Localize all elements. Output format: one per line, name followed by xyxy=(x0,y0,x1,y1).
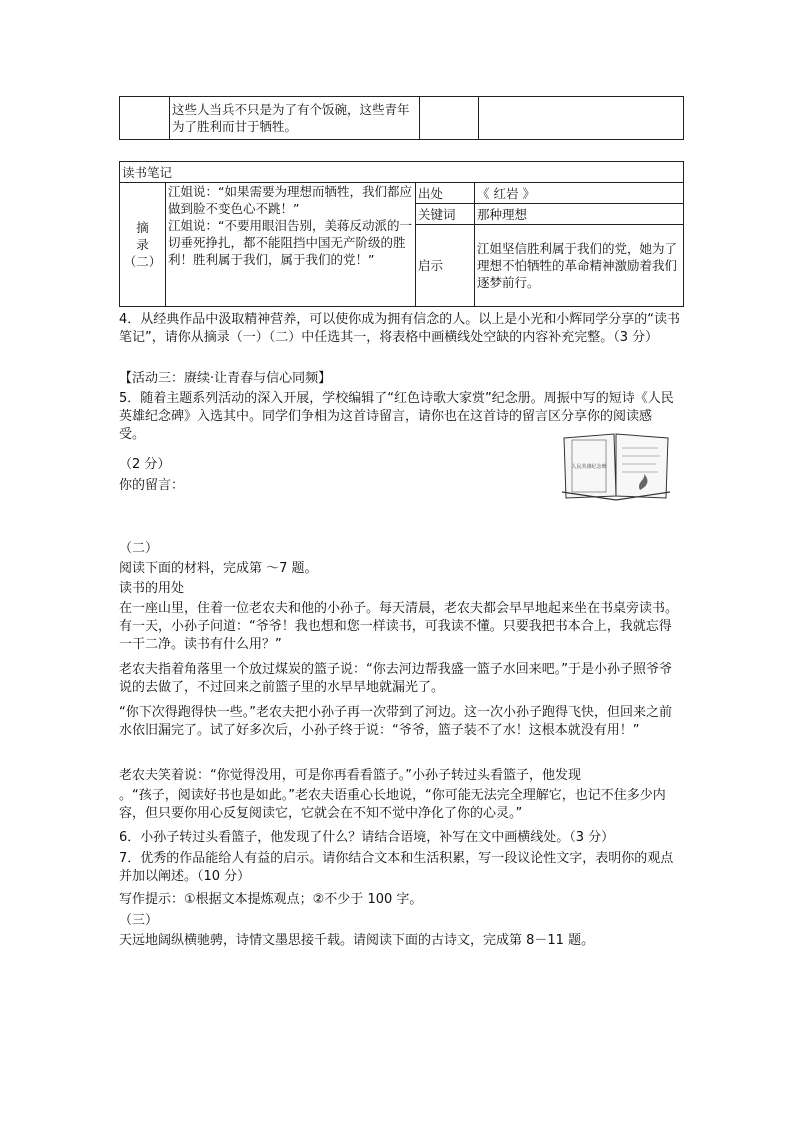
story-paragraph-4: 老农夫笑着说：“你觉得没用，可是你再看看篮子。”小孙子转过头看篮子，他发现 xyxy=(119,768,581,783)
question-4: 4．从经典作品中汲取精神营养，可以使你成为拥有信念的人。以上是小光和小辉同学分享的“读书笔记”，请你从摘录（一）（二）中任选其一，将表格中画横线处空缺的内容补充完整。（3 分） xyxy=(119,312,681,345)
source-value: 《 红岩 》 xyxy=(475,183,684,204)
reading-notes-title: 读书笔记 xyxy=(120,162,684,183)
question-5-points: （2 分） xyxy=(119,457,171,472)
question-7: 7．优秀的作品能给人有益的启示。请你结合文本和生活积累，写一段议论性文字，表明你的观点并加以阐述。（10 分） xyxy=(119,851,674,884)
keyword-value: 那种理想 xyxy=(475,204,684,225)
story-paragraph-3: “你下次得跑得快一些。”老农夫把小孙子再一次带到了河边。这一次小孙子跑得飞快，但回来之前水依旧漏完了。试了好多次后，小孙子终于说：“爷爷，篮子装不了水！这根本就没有用！” xyxy=(119,705,672,738)
question-6: 6．小孙子转过头看篮子，他发现了什么？请结合语境，补写在文中画横线处。（3 分） xyxy=(119,830,615,845)
section-2-heading: （二） xyxy=(119,541,159,556)
story-paragraph-1: 在一座山里，住着一位老农夫和他的小孙子。每天清晨，老农夫都会早早地起来坐在书桌旁读书。有一天，小孙子问道：“爷爷！我也想和您一样读书，可我读不懂。只要我把书本合上，我就忘得一干二净。读书有什么用？” xyxy=(119,601,679,652)
excerpt-text: 江姐说：“如果需要为理想而牺牲，我们都应做到脸不变色心不跳！” 江姐说：“不要用眼泪告别，美蒋反动派的一切垂死挣扎，都不能阻挡中国无产阶级的胜利！胜利属于我们，属于我们的党！” xyxy=(166,183,416,307)
top-table-text-cell: 这些人当兵不只是为了有个饭碗，这些青年为了胜利而甘于牺牲。 xyxy=(170,97,420,140)
top-table-blank-cell xyxy=(420,97,479,140)
section-3-intro: 天远地阔纵横驰骋，诗情文墨思接千载。请阅读下面的古诗文，完成第 8－11 题。 xyxy=(119,933,595,948)
top-table-blank-cell xyxy=(120,97,170,140)
question-5: 5．随着主题系列活动的深入开展，学校编辑了“红色诗歌大家赏”纪念册。周振中写的短诗《人民英雄纪念碑》入选其中。同学们争相为这首诗留言，请你也在这首诗的留言区分享你的阅读感受。 xyxy=(119,391,674,442)
top-table xyxy=(119,96,684,140)
insight-value: 江姐坚信胜利属于我们的党，她为了理想不怕牺牲的革命精神激励着我们逐梦前行。 xyxy=(475,225,684,307)
excerpt-label: 摘 录 （二） xyxy=(120,183,166,307)
answer-label: 你的留言： xyxy=(119,478,185,493)
story-paragraph-2: 老农夫指着角落里一个放过煤炭的篮子说：“你去河边帮我盛一篮子水回来吧。”于是小孙子照爷爷说的去做了，不过回来之前篮子里的水早早地就漏光了。 xyxy=(119,662,672,695)
story-title: 读书的用处 xyxy=(119,581,185,596)
insight-label: 启示 xyxy=(416,225,475,307)
top-table-blank-cell xyxy=(479,97,684,140)
story-paragraph-5: 。“孩子，阅读好书也是如此。”老农夫语重心长地说，“你可能无法完全理解它，也记不住多少内容，但只要你用心反复阅读它，它就会在不知不觉中净化了你的心灵。” xyxy=(119,788,666,821)
open-book-icon xyxy=(560,430,672,502)
reading-notes-table xyxy=(119,161,684,307)
section-3-heading: （三） xyxy=(119,913,159,928)
keyword-label: 关键词 xyxy=(416,204,475,225)
activity-3-heading: 【活动三：赓续·让青春与信心同频】 xyxy=(119,371,332,386)
source-label: 出处 xyxy=(416,183,475,204)
book-page-text: 人民英雄纪念碑 xyxy=(571,464,607,470)
writing-tip: 写作提示：①根据文本提炼观点；②不少于 100 字。 xyxy=(119,892,423,907)
section-2-instruction: 阅读下面的材料，完成第 ～7 题。 xyxy=(119,561,318,576)
